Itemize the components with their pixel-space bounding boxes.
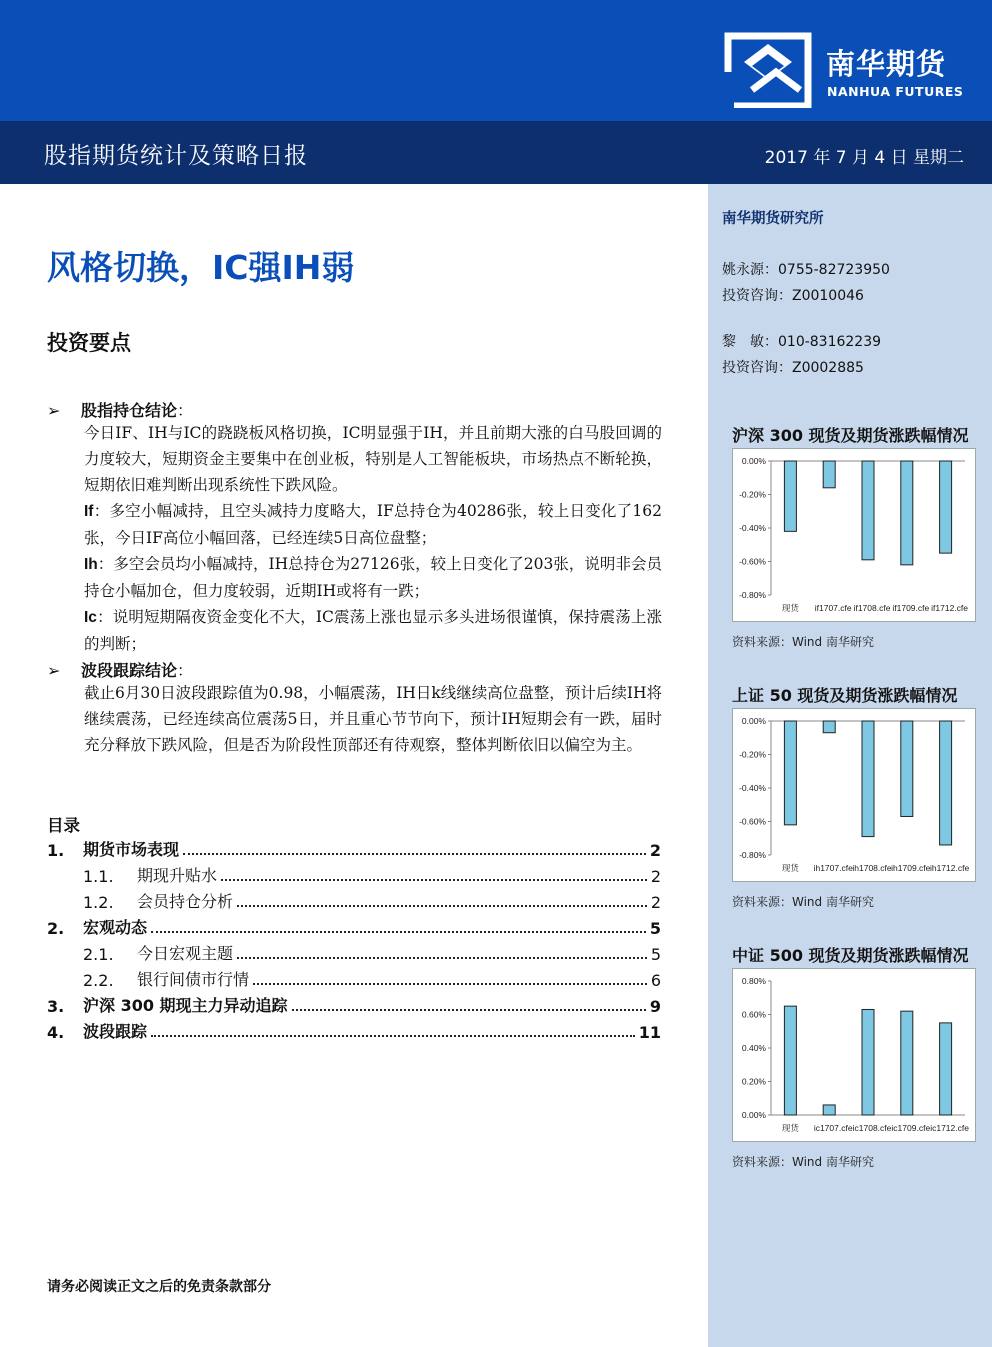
category-label: ih1707.cfe [813,863,853,873]
toc-number: 3. [47,997,65,1016]
y-tick-label: 0.80% [741,976,766,986]
bar [784,1006,796,1115]
bar [823,721,835,733]
toc-label: 宏观动态 [83,918,148,937]
nanhua-logo-icon [722,32,812,108]
category-label: ih1709.cfe [891,863,931,873]
bar [940,1023,952,1115]
y-tick-label: -0.20% [739,489,766,500]
toc-page-number: 2 [650,867,661,886]
ic-label: Ic [84,609,97,626]
bullet-colon: ： [177,661,194,680]
toc-label: 会员持仓分析 [137,892,234,911]
bar [901,461,913,565]
y-tick-label: -0.40% [739,523,766,533]
y-tick-label: -0.40% [739,783,766,793]
report-date: 2017 年 7 月 4 日 星期二 [764,148,964,168]
toc-leader-dots [292,1009,646,1011]
toc-page-number: 2 [649,841,661,860]
category-label: ih1712.cfe [929,863,970,873]
toc-page-number: 5 [650,945,661,964]
y-tick-label: 0.00% [741,716,766,726]
chart-1-source: 资料来源：Wind 南华研究 [732,635,874,649]
category-label: ic1712.cfe [930,1123,969,1133]
toc-label: 银行间债市行情 [137,970,250,989]
toc-page-number: 9 [649,997,661,1016]
ih-label: Ih [84,556,98,573]
company-logo [722,32,982,110]
ih-text: ：多空会员均小幅减持，IH总持仓为27126张，较上日变化了203张，说明非会员持仓小幅加仓，但力度较弱，近期IH或将有一跌； [84,555,662,600]
swing-paragraph: 截止6月30日波段跟踪值为0.98，小幅震荡，IH日k线继续高位盘整，预计后续IH将继续震荡，已经连续高位震荡5日，并且重心节节向下，预计IH短期会有一跌，届时充分释放下跌风险，但是否为阶段性顶部还有待观察，整体判断依旧以偏空为主。 [84,684,662,754]
headline: 风格切换，IC强IH弱 [47,248,355,287]
category-label: ih1708.cfe [852,863,892,873]
toc-number: 1.1. [83,867,114,886]
category-label: 现货 [781,603,799,613]
bar [862,1009,874,1115]
toc-page-number: 5 [649,919,661,938]
toc-entry[interactable] [47,888,661,912]
toc-label: 波段跟踪 [83,1022,148,1041]
toc-entry[interactable] [47,1018,661,1042]
logo-en-text: NANHUA FUTURES [827,84,964,99]
report-title: 股指期货统计及策略日报 [44,143,308,169]
bar [862,721,874,837]
category-label: if1707.cfe [814,603,852,613]
category-label: 现货 [781,863,799,873]
toc-entry[interactable] [47,836,661,860]
title-band [0,121,992,184]
bullet-title: 股指持仓结论 [81,401,178,420]
if-label: If [84,503,94,520]
bar [823,461,835,488]
bullet-heading-swing [47,658,193,681]
y-tick-label: 0.40% [741,1043,766,1053]
category-label: ic1708.cfe [852,1123,892,1133]
arrow-bullet-icon: ➢ [47,401,61,420]
bar [901,721,913,816]
toc-number: 1.2. [83,893,114,912]
bullet-title: 波段跟踪结论 [81,661,178,680]
bullet-colon: ： [177,401,194,420]
category-label: if1712.cfe [931,603,969,613]
bar [940,721,952,845]
toc-leader-dots [221,879,647,881]
toc-leader-dots [237,905,647,907]
category-label: ic1707.cfe [813,1123,853,1133]
toc-entry[interactable] [47,992,661,1016]
bullet-heading-positions [47,398,193,421]
arrow-bullet-icon: ➢ [47,661,61,680]
toc-number: 4. [47,1023,65,1042]
category-label: ic1709.cfe [891,1123,931,1133]
chart-1 [732,448,976,622]
toc-label: 期现升贴水 [137,866,218,885]
toc-label: 今日宏观主题 [137,944,234,963]
toc-entry[interactable] [47,966,661,990]
intro-text: 今日IF、IH与IC的跷跷板风格切换，IC明显强于IH，并且前期大涨的白马股回调的力度较大，短期资金主要集中在创业板，特别是人工智能板块，市场热点不断轮换，短期依旧难判断出现系统性下跌风险。 [84,424,662,494]
toc-leader-dots [237,957,647,959]
y-tick-label: -0.60% [739,816,766,827]
chart-2 [732,708,976,882]
toc-entry[interactable] [47,914,661,938]
toc-entry[interactable] [47,940,661,964]
chart-3-title: 中证 500 现货及期货涨跌幅情况 [732,946,969,965]
toc-entry[interactable] [47,862,661,886]
analyst-2-license: 投资咨询：Z0002885 [722,360,864,376]
chart-3 [732,968,976,1142]
toc-label: 沪深 300 期现主力异动追踪 [83,996,288,1015]
institute-name: 南华期货研究所 [722,211,824,227]
analyst-1-contact: 姚永源：0755-82723950 [722,262,890,278]
section-title: 投资要点 [47,331,131,355]
y-tick-label: -0.80% [739,850,766,860]
toc-leader-dots [151,1035,635,1037]
toc-label: 期货市场表现 [83,840,180,859]
positions-paragraph [84,420,662,657]
chart-1-svg [733,449,975,621]
toc-leader-dots [183,853,646,855]
bar [784,461,796,531]
chart-2-svg [733,709,975,881]
bar [862,461,874,560]
toc-number: 2. [47,919,65,938]
chart-1-title: 沪深 300 现货及期货涨跌幅情况 [732,426,969,445]
chart-3-svg [733,969,975,1141]
y-tick-label: 0.60% [741,1009,766,1020]
toc-title: 目录 [47,816,80,835]
y-tick-label: 0.00% [741,1110,766,1120]
logo-cn-text: 南华期货 [826,47,947,81]
if-text: ：多空小幅减持，且空头减持力度略大，IF总持仓为40286张，较上日变化了162张，今日IF高位小幅回落，已经连续5日高位盘整； [84,502,662,547]
toc-page-number: 2 [650,893,661,912]
category-label: if1708.cfe [853,603,891,613]
bar [823,1105,835,1115]
analyst-2-contact: 黎 敏：010-83162239 [722,334,882,350]
analyst-1-license: 投资咨询：Z0010046 [722,288,864,304]
bar [784,721,796,825]
toc-number: 2.2. [83,971,114,990]
toc-number: 2.1. [83,945,114,964]
ic-text: ：说明短期隔夜资金变化不大，IC震荡上涨也显示多头进场很谨慎，保持震荡上涨的判断； [84,608,662,653]
y-tick-label: -0.80% [739,590,766,600]
toc-number: 1. [47,841,65,860]
toc-page-number: 11 [638,1023,661,1042]
category-label: 现货 [781,1123,799,1133]
y-tick-label: -0.60% [739,556,766,567]
chart-3-source: 资料来源：Wind 南华研究 [732,1155,874,1169]
category-label: if1709.cfe [892,603,930,613]
disclaimer-footer: 请务必阅读正文之后的免责条款部分 [47,1279,271,1295]
chart-2-title: 上证 50 现货及期货涨跌幅情况 [732,686,958,705]
chart-2-source: 资料来源：Wind 南华研究 [732,895,874,909]
bar [940,461,952,553]
bar [901,1011,913,1115]
y-tick-label: 0.20% [741,1076,766,1087]
y-tick-label: 0.00% [741,456,766,466]
toc-leader-dots [151,931,646,933]
toc-page-number: 6 [650,971,661,990]
y-tick-label: -0.20% [739,749,766,760]
toc-leader-dots [253,983,647,985]
